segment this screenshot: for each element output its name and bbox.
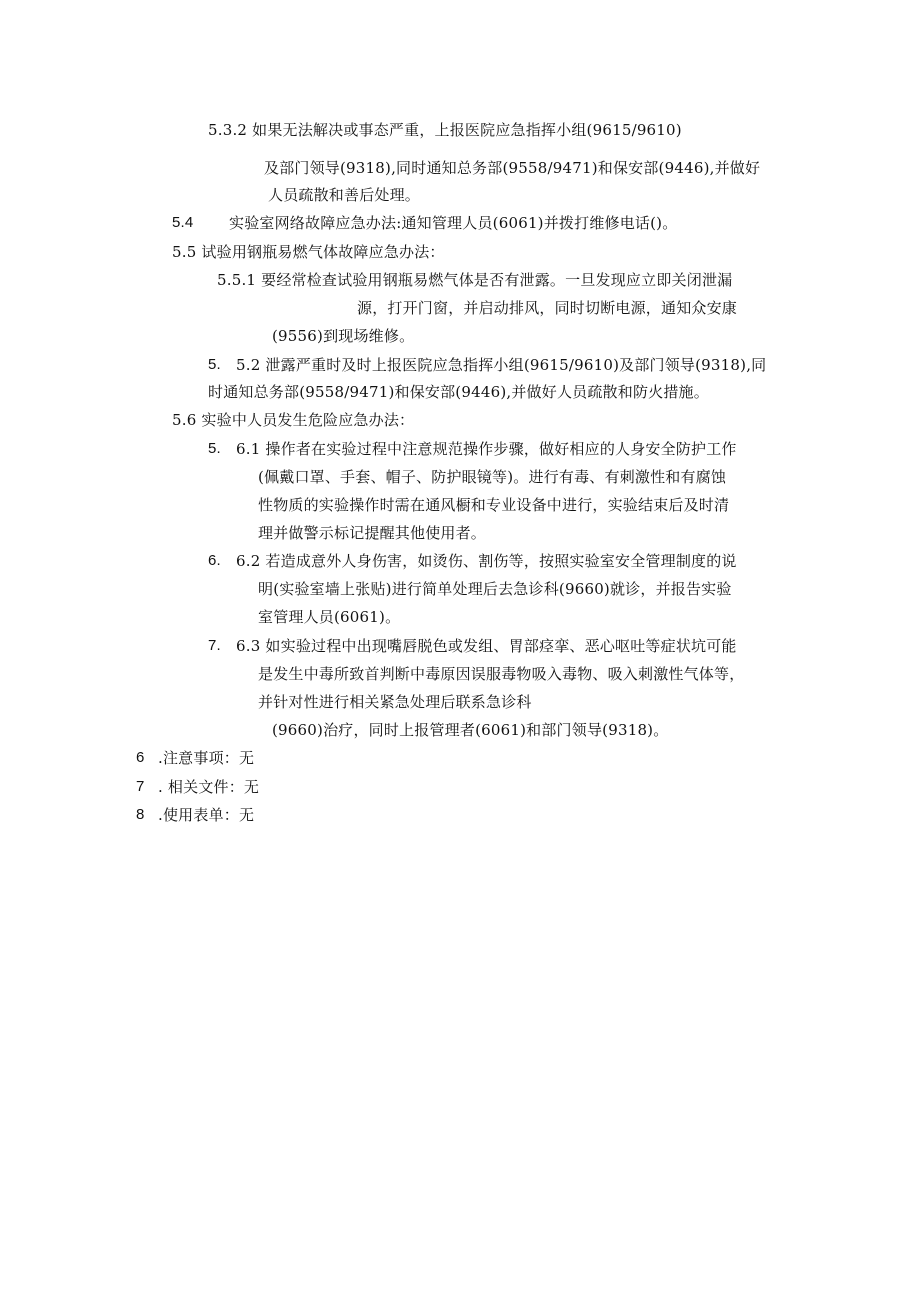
section-5-3-2-line-2: 及部门领导(9318),同时通知总务部(9558/9471)和保安部(9446),并做好 [264,159,761,177]
section-5-5-2-line-2: 时通知总务部(9558/9471)和保安部(9446),并做好人员疏散和防火措施。 [208,383,709,401]
section-5-6-1-number: 5. [208,440,221,457]
section-6-2-number: 6. [208,552,221,569]
section-6-text: .注意事项：无 [158,749,255,767]
section-5-5-1-line-2: 源，打开门窗，并启动排风，同时切断电源，通知众安康 [357,299,738,317]
section-5-3-2-line-1: 5.3.2 如果无法解决或事态严重，上报医院应急指挥小组(9615/9610) [208,121,682,139]
section-5-3-2-line-3: 人员疏散和善后处理。 [268,186,421,204]
section-5-4-number: 5.4 [172,214,194,231]
section-5-5-2-line-1: 5.2 泄露严重时及时上报医院应急指挥小组(9615/9610)及部门领导(9318),同 [236,356,767,374]
section-7-text: . 相关文件：无 [158,778,260,796]
section-6-3-number: 7. [208,637,221,654]
section-5-5-1-line-3: (9556)到现场维修。 [272,327,415,345]
section-5-6-1-line-2: (佩戴口罩、手套、帽子、防护眼镜等)。进行有毒、有刺激性和有腐蚀 [258,468,727,486]
section-6-2-line-3: 室管理人员(6061)。 [258,608,401,626]
section-5-6-1-line-1: 6.1 操作者在实验过程中注意规范操作步骤，做好相应的人身安全防护工作 [236,440,737,458]
section-7-number: 7 [136,778,145,795]
section-6-3-line-2: 是发生中毒所致首判断中毒原因误服毒物吸入毒物、吸入刺激性气体等， [258,665,745,683]
section-5-5-1-line-1: 5.5.1 要经常检查试验用钢瓶易燃气体是否有泄露。一旦发现应立即关闭泄漏 [217,271,733,289]
section-6-3-line-3: 并针对性进行相关紧急处理后联系急诊科 [258,693,532,711]
section-6-3-line-1: 6.3 如实验过程中出现嘴唇脱色或发组、胃部痉挛、恶心呕吐等症状坑可能 [236,637,737,655]
section-5-5-2-number: 5. [208,356,221,373]
section-5-6-1-line-3: 性物质的实验操作时需在通风橱和专业设备中进行，实验结束后及时清 [258,496,730,514]
section-6-2-line-2: 明(实验室墙上张贴)进行简单处理后去急诊科(9660)就诊，并报告实验 [258,580,732,598]
section-5-6-heading: 5.6 实验中人员发生危险应急办法： [172,411,415,429]
section-8-number: 8 [136,806,145,823]
section-5-5-heading: 5.5 试验用钢瓶易燃气体故障应急办法： [172,243,445,261]
section-6-3-line-4: (9660)治疗，同时上报管理者(6061)和部门领导(9318)。 [272,721,669,739]
section-6-2-line-1: 6.2 若造成意外人身伤害，如烫伤、割伤等，按照实验室安全管理制度的说 [236,552,737,570]
section-5-4-text: 实验室网络故障应急办法:通知管理人员(6061)并拨打维修电话()。 [229,214,678,232]
section-5-6-1-line-4: 理并做警示标记提醒其他使用者。 [258,524,487,542]
section-8-text: .使用表单：无 [158,806,255,824]
section-6-number: 6 [136,749,145,766]
